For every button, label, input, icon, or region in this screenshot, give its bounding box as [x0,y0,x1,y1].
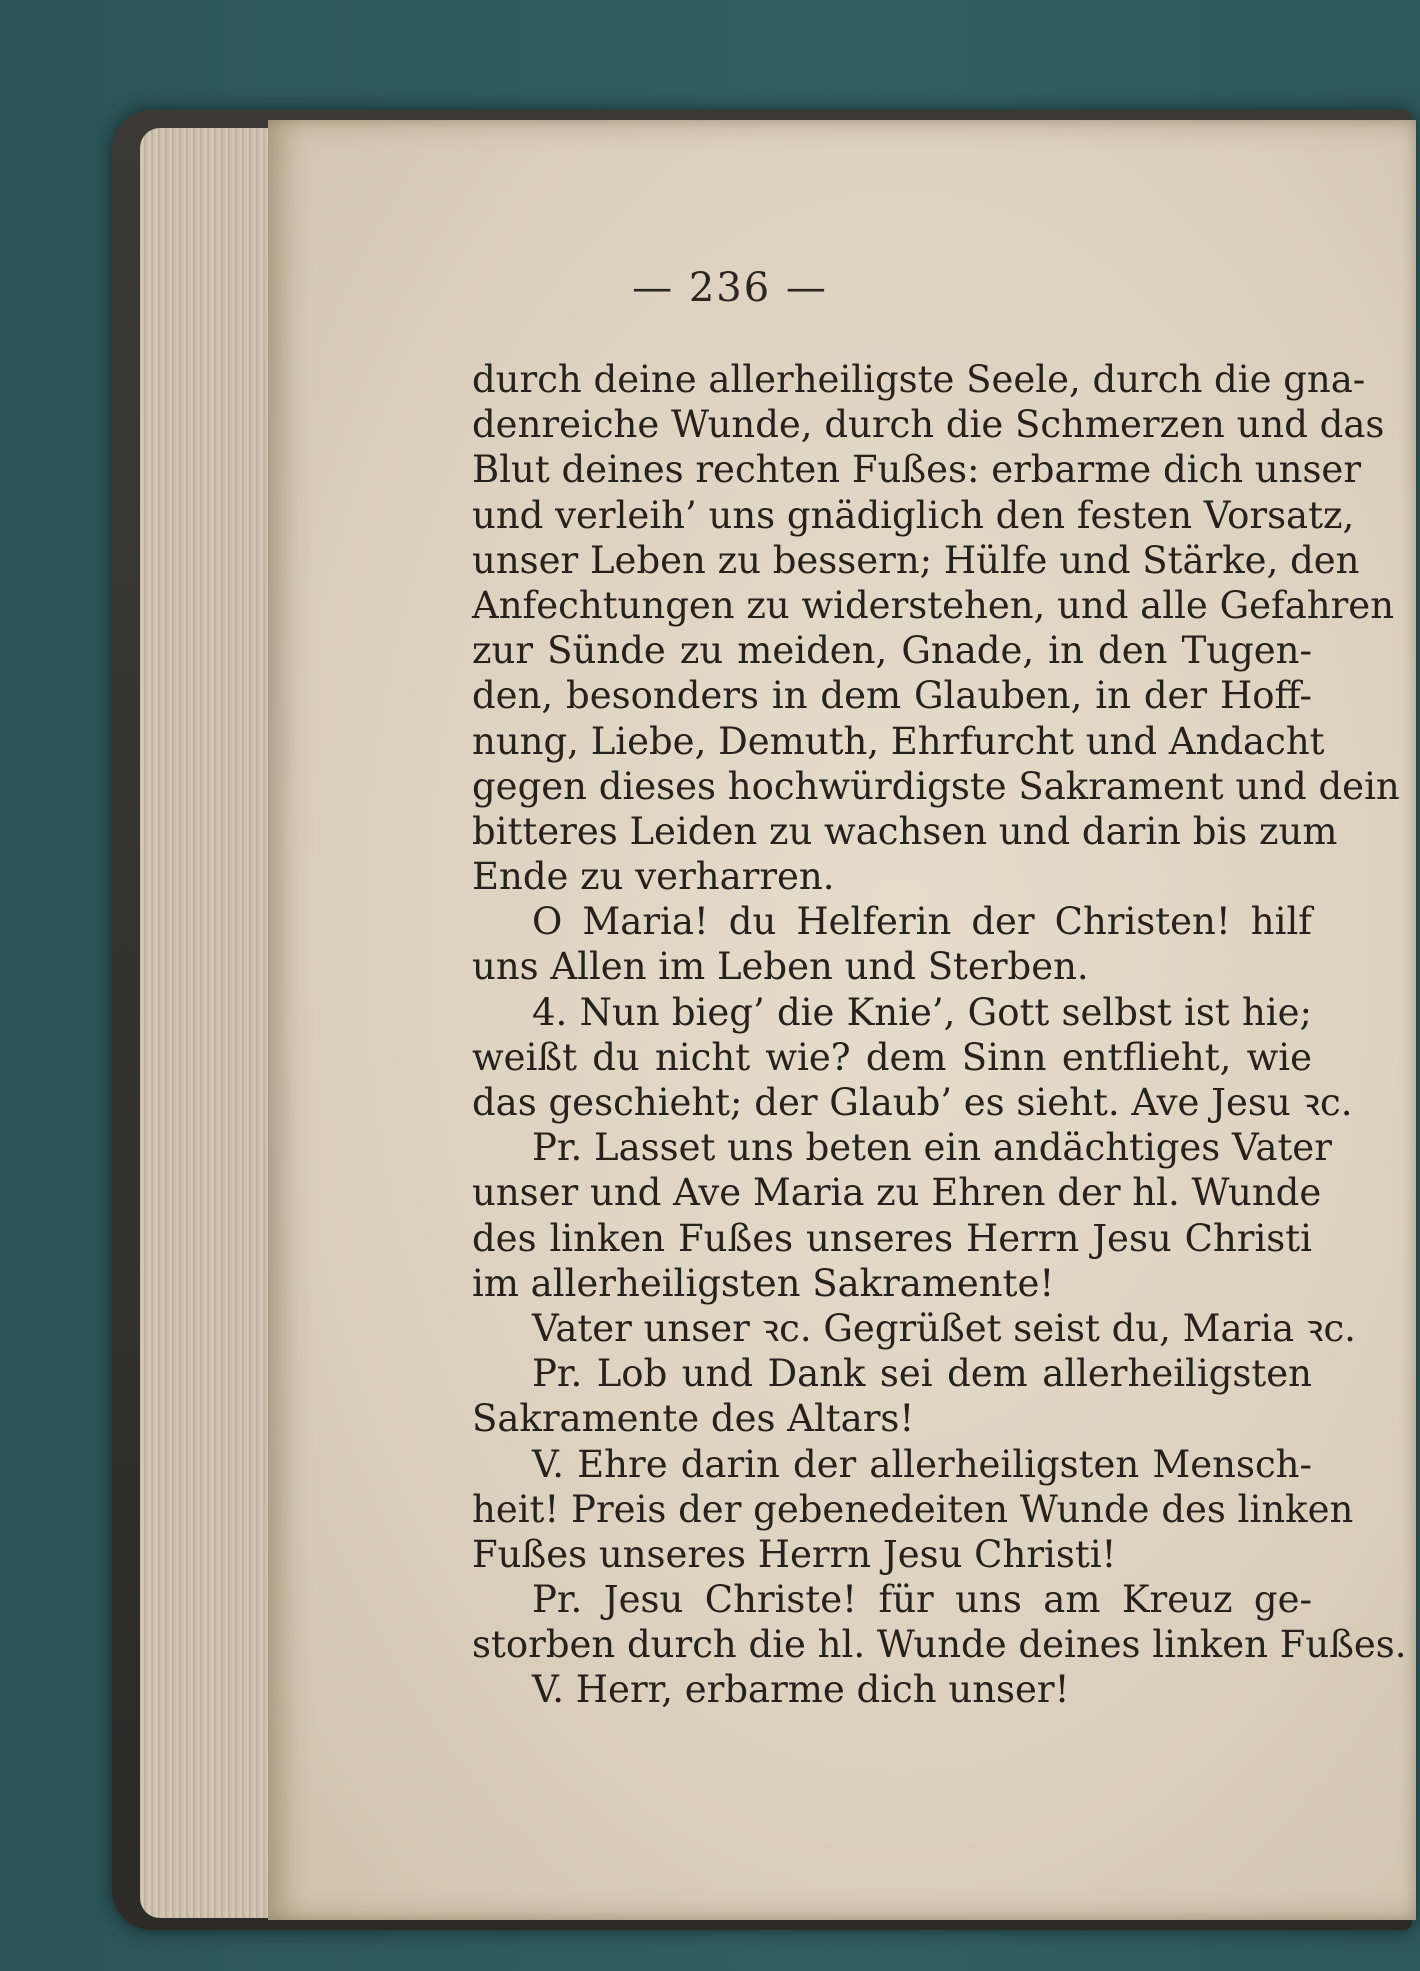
text-line: gegen dieses hochwürdigste Sakrament und dein [472,764,1400,808]
text-line: durch deine allerheiligste Seele, durch die gna- [472,358,1366,401]
text-line: das geschieht; der Glaub’ es sieht. Ave Jesu ꝛc. [472,1081,1353,1124]
text-line: O Maria! du Helferin der Christen! hilf [532,900,1312,944]
text-line: V. Ehre darin der allerheiligsten Mensch- [532,1442,1312,1486]
text-line: unser und Ave Maria zu Ehren der hl. Wunde [472,1171,1322,1215]
text-line: weißt du nicht wie? dem Sinn entflieht, wie [472,1035,1312,1079]
text-line: uns Allen im Leben und Sterben. [472,945,1089,989]
text-line: 4. Nun bieg’ die Knie’, Gott selbst ist hie; [532,990,1312,1034]
text-line: Pr. Lob und Dank sei dem allerheiligsten [532,1352,1312,1396]
text-line: Pr. Jesu Christe! für uns am Kreuz ge- [532,1578,1312,1622]
text-line: heit! Preis der gebenedeiten Wunde des linken [472,1487,1354,1531]
text-line: zur Sünde zu meiden, Gnade, in den Tugen- [472,629,1312,673]
text-line: unser Leben zu bessern; Hülfe und Stärke, den [472,538,1360,582]
text-line: den, besonders in dem Glauben, in der Hoff- [472,674,1312,718]
page-number: — 236 — [632,265,828,311]
text-line: Vater unser ꝛc. Gegrüßet seist du, Maria ꝛc. [532,1306,1356,1350]
text-line: und verleih’ uns gnädiglich den festen Vorsatz, [472,493,1355,537]
text-line: V. Herr, erbarme dich unser! [532,1668,1070,1712]
text-line: bitteres Leiden zu wachsen und darin bis zum [472,809,1338,853]
text-line: denreiche Wunde, durch die Schmerzen und das [472,403,1385,447]
text-line: Blut deines rechten Fußes: erbarme dich unser [472,448,1362,492]
text-line: Anfechtungen zu widerstehen, und alle Gefahren [472,583,1395,627]
text-line: im allerheiligsten Sakramente! [472,1261,1055,1305]
text-line: Fußes unseres Herrn Jesu Christi! [472,1532,1117,1576]
text-line: storben durch die hl. Wunde deines linken Fußes. [472,1623,1407,1667]
text-line: des linken Fußes unseres Herrn Jesu Christi [472,1216,1312,1260]
text-line: Sakramente des Altars! [472,1397,915,1441]
text-line: Pr. Lasset uns beten ein andächtiges Vater [532,1126,1332,1170]
text-line: Ende zu verharren. [472,855,835,899]
text-line: nung, Liebe, Demuth, Ehrfurcht und Andacht [472,719,1325,763]
page-text [472,357,1407,1713]
